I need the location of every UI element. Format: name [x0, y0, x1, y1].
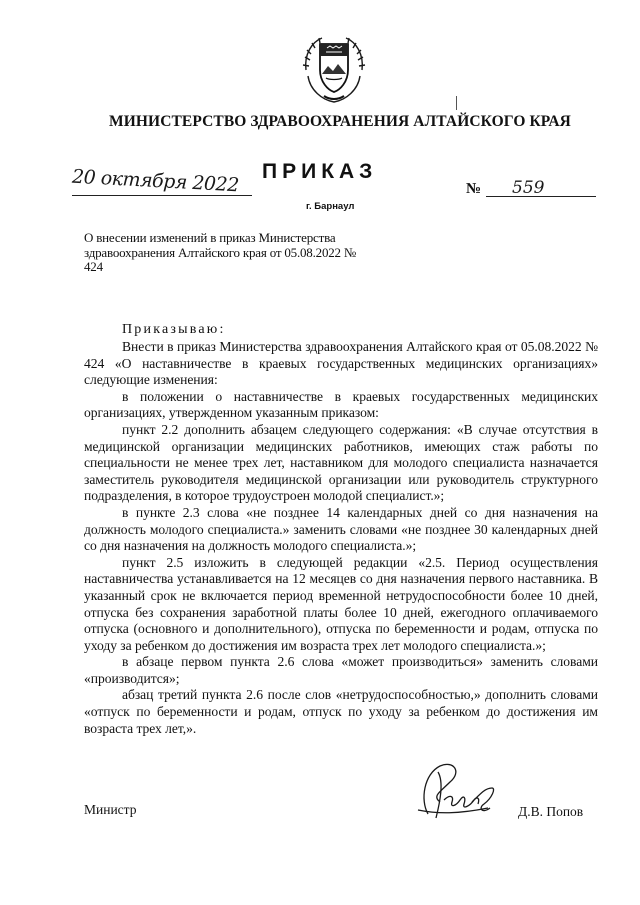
document-type-title: ПРИКАЗ — [262, 160, 378, 183]
number-underline — [486, 196, 596, 197]
city-label: г. Барнаул — [306, 201, 355, 212]
decree-word: Приказываю: — [122, 322, 226, 337]
paragraph: в положении о наставничестве в краевых государственных медицинских организациях, утвержденном указанным приказом: — [84, 388, 598, 421]
order-body — [84, 339, 598, 737]
margin-mark — [456, 96, 457, 110]
ministry-name: МИНИСТЕРСТВО ЗДРАВООХРАНЕНИЯ АЛТАЙСКОГО КРАЯ — [109, 113, 571, 130]
paragraph: в пункте 2.3 слова «не позднее 14 календарных дней со дня назначения на должность молодого специалиста.» заменить словами «не позднее 30 календарных дней со дня назначения на должность молодого специалиста.»; — [84, 504, 598, 554]
paragraph: Внести в приказ Министерства здравоохранения Алтайского края от 05.08.2022 № 424 «О наставничестве в краевых государственных медицинских организациях» следующие изменения: — [84, 339, 598, 388]
signer-name: Д.В. Попов — [518, 804, 584, 819]
signer-position: Министр — [84, 802, 137, 817]
coat-of-arms-icon — [296, 30, 372, 106]
order-subject: О внесении изменений в приказ Министерства здравоохранения Алтайского края от 05.08.2022 № 424 — [84, 230, 357, 274]
signature-icon — [410, 752, 510, 832]
paragraph: пункт 2.2 дополнить абзацем следующего содержания: «В случае отсутствия в медицинской организации медицинских работников, имеющих стаж работы по специальности не менее трех лет, наставником для молодого специалиста назначается заместитель руководителя медицинской организации или руководитель структурного подразделения, в которое трудоустроен молодой специалист.»; — [84, 421, 598, 504]
number-label: № — [466, 181, 482, 197]
paragraph: пункт 2.5 изложить в следующей редакции «2.5. Период осуществления наставничества устанавливается на 12 месяцев со дня назначения первого наставника. В указанный срок не включается период временной нетрудоспособности более 10 дней, отпуска без сохранения заработной платы более 10 дней, ежегодного оплачиваемого отпуска (основного и дополнительного), отпуска по беременности и родам, отпуска по уходу за ребенком до достижения им возраста трех лет молодого специалиста.»; — [84, 554, 598, 653]
handwritten-date: 20 октября 2022 — [71, 165, 240, 197]
handwritten-number: 559 — [512, 178, 545, 198]
paragraph: абзац третий пункта 2.6 после слов «нетрудоспособностью,» дополнить словами «отпуск по беременности и родам, отпуск по уходу за ребенком до достижения им возраста трех лет,». — [84, 687, 598, 736]
paragraph: в абзаце первом пункта 2.6 слова «может производиться» заменить словами «производится»; — [84, 654, 598, 686]
date-underline — [72, 195, 252, 196]
